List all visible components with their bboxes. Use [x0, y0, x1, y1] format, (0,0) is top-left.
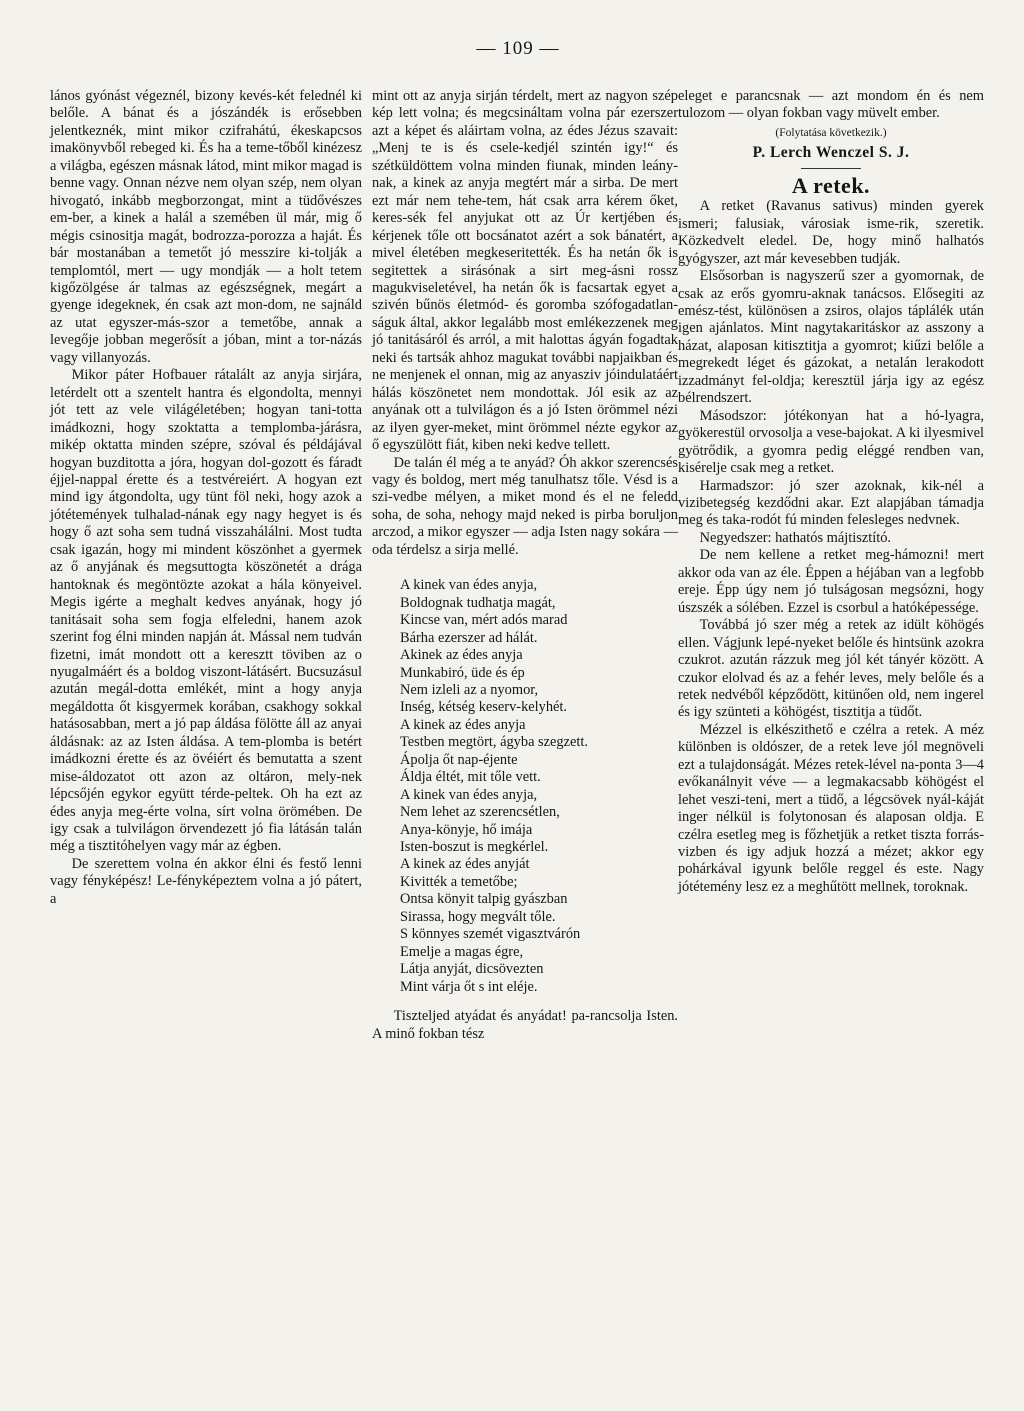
poem-line: Isten-boszut is megkérlel. [400, 839, 549, 856]
poem-line: Látja anyját, dicsövezten [400, 961, 544, 978]
paragraph: Negyedszer: hathatós májtisztító. [699, 529, 892, 546]
paragraph: mint ott az anyja sirján térdelt, mert az nagyon szép kép lett volna; és megcsináltam volna pár ezerszer azt a képet és aláirtam volna, az édes Jézus szavait: „Menj te is és csele-kedjél szintén igy!“ és szétküldöttem volna minden fiunak, minden leány-nak, a kinek az anyja megtért már a sirba. De mert ezt már nem tehe-tem, hát csak arra kérem őket, keres-sék fel anyjukat ott az Úr kertjében és kérjenek tőle ott bocsánatot azért a sok bánatért, a mivel életében megkeseritették. És ha netán ők is segitettek a sirásónak a sirt meg-ásni rossz magukviseletével, ha netán ők is facsartak egyet a szivén bűnös életmód- és goromba szófogadatlan-ságuk által, akkor legalább most emlékezzenek meg jó tanitásáról és arról, a mit halottas ágyán fogadtak neki és tartsák ahhoz magukat további napjaikban és ne menjenek el onnan, mig az anyasziv jóindulatáért hálás köszönetet nem mondottak. Jól esik az az anyának ott a tulvilágon és a jó Isten örömmel nézi az ilyen gyer-meket, mint örömmel nézte egykor az ő egyszülött fiát, kiben neki kedve tellett. [372, 88, 678, 454]
poem-line: A kinek az édes anyját [400, 856, 530, 873]
continued-note: (Folytatása következik.) [775, 126, 887, 139]
column-middle [372, 88, 678, 1043]
poem-line: Áldja éltét, mit tőle vett. [400, 769, 541, 786]
paragraph: Másodszor: jótékonyan hat a hó-lyagra, gyökerestül orvosolja a vese-bajokat. A ki ilyesmivel gyötrődik, a gyomra pedig eléggé rendben van, kisérelje csak meg a retket. [678, 407, 984, 477]
poem-line: Inség, kétség keserv-kelyhét. [400, 699, 568, 716]
paragraph: De szerettem volna én akkor élni és festő lenni vagy fényképész! Le-fényképeztem volna a jó pátert, a [50, 855, 362, 907]
poem-line: Bárha ezerszer ad hálát. [400, 629, 538, 646]
poem-line: Kivitték a temetőbe; [400, 873, 518, 890]
divider [801, 168, 861, 169]
paragraph: Elsősorban is nagyszerű szer a gyomornak, de csak az erős gyomru-aknak tanácsos. Elősegiti az emész-tést, különösen a zsiros, olajos táplálék után igen ajánlatos. Mint nagytakaritáskor az asszony a házat, alaposan kitisztitja a gyomrot; kiűzi belőle a megrekedt léget és gázokat, a netalán lerakodott izzadmányt fel-oldja; keresztül járja igy az egész bélrendszert. [678, 268, 984, 407]
article-heading: A retek. [791, 172, 871, 198]
poem-line: Testben megtört, ágyba szegzett. [400, 734, 588, 751]
paragraph: Tiszteljed atyádat és anyádat! pa-rancsolja Isten. A minő fokban tész [372, 1008, 678, 1042]
poem-line: Emelje a magas égre, [400, 943, 524, 960]
paragraph: Mézzel is elkészithető e czélra a retek. A méz különben is oldószer, de a retek leve jól megnöveli ezt a tulajdonságát. Mézes retek-lével na-ponta 3—4 evőkanálnyit véve — a legmakacsabb köhögést el lehet veszi-teni, mert a tüdő, a légcsövek nyál-káját inger nélkül is folytonosan és alaposan oldja. E czélra esetleg meg is főzhetjük a retket tiszta forrás-vizben és igy adjuk hozzá a mézet; akkor egy pohárkával igyunk belőle reggel és este. Nagy jótétemény lesz ez a meghűtött mellnek, toroknak. [678, 721, 984, 895]
poem-line: Nem lehet az szerencsétlen, [400, 804, 560, 821]
poem-line: A kinek van édes anyja, [400, 577, 538, 594]
poem-line: Mint várja őt s int eléje. [400, 978, 538, 995]
poem-line: A kinek az édes anyja [400, 716, 526, 733]
column-left [50, 88, 362, 908]
poem-line: Sirassa, hogy megvált tőle. [400, 908, 556, 925]
paragraph: Mikor páter Hofbauer rátalált az anyja sirjára, letérdelt ott a szentelt hantra és elgondolta, mennyi jót tett az vele világéletében; hogyan tani-totta imádkozni, hogy szoktatta a templomba-járásra, mikép oktatta minden szépre, szóval és példájával hogyan buzditotta a jóra, hogyan dol-gozott és fáradt éjjel-nappal érette és a testvéreiért. A hogyan ezt mind igy átgondolta, ugy tünt föl neki, hogy azok a jótétemények tulhalad-nának egy nagy hegyet is és hogy ő azt soha sem tudná visszahálálni. Most tudta csak igazán, hogy mi mindent köszönhet a gyermek az ő anyjának és megsuttogta köszönetét a drága hantoknak és megöntözte azokat a hála könyeivel. Megis igérte a meghalt kedves anyának, hogy jó tanitásait soha sem fogja elfeledni, hanem azok szerint fog élni minden napján át. Mással nem tudván fizetni, imát mondott ott a keresztt töviben az o nyugalmáért és a boldog viszont-látásért. Bucsuzásul azután megál-dotta emlékét, mint a hogy anyja megáldotta őt kisgyermek korában, csakhogy sokkal hatásosabban, mert a jó pap áldása fölötte áll az anyai áldásnak: az az Isten áldása. A tem-plomba is betért imádkozni érette és az övéiért és bemutatta a szent mise-áldozatot ott azon az oltáron, mely-nek lépcsőjén egykor együtt térde-peltek. Oh ha ezt az édes anyja meg-érte volna, sírt volna örömében. De igy csak a tulvilágon örvendezett jó fia látásán talán még a tisztitóhelyen vagy már az égben. [50, 367, 362, 855]
poem-line: Nem izleli az a nyomor, [400, 681, 539, 698]
column-right [678, 88, 984, 896]
poem-line: Akinek az édes anyja [400, 647, 523, 664]
poem-line: Ontsa könyit talpig gyászban [400, 891, 568, 908]
page-number: — 109 — [476, 38, 560, 59]
paragraph: De nem kellene a retket meg-hámozni! mert akkor oda van az éle. Éppen a héjában van a legfobb ereje. Épp úgy nem jó tulságosan megsózni, hogy úszszék a sólében. Ezzel is csorbul a hatóképessége. [678, 547, 984, 616]
poem-line: Ápolja őt nap-éjente [400, 751, 518, 768]
paragraph: De talán él még a te anyád? Óh akkor szerencsés vagy és boldog, mert még tanulhatsz tőle. Vésd is a szi-vedbe mélyen, a miket mond és el ne feledd soha, de soha, nehogy majd neked is pirba boruljon arczod, a mikor egyszer — adja Isten nagy sokára — oda térdelsz a sirja mellé. [372, 454, 678, 558]
poem-line: A kinek van édes anyja, [400, 786, 538, 803]
paragraph: lános gyónást végeznél, bizony kevés-két felednél ki belőle. A bánat és a jószándék is erősebben jelentkeznék, mint mikor czifrahátú, ékeskapcsos imakönyvből rebeged ki. És ha a teme-tőből kinézesz a világba, egészen másnak látod, mint mikor magad is benne vagy. Onnan nézve nem olyan szép, nem olyan hivogató, inkább megborzongat, mint a tüdővészes em-ber, a kinek a halál a szemében ül már, mig ő mégis csinositja magát, bodrozza-porozza a haját. És bár mostanában a temetőt jó messzire ki-tolják a templomtól, mert — ugy mondják — a holt tetem kigőzölgése ár talmas az egészségnek, megárt a gyenge idegeknek, én csak azt mon-dom, ne sajnáld az utat egyszer-más-szor a temetőbe, annak a levegője jobban megerősít a jóban, mint a tor-názás vagy villanyozás. [50, 88, 362, 366]
poem-line: Kincse van, mért adós marad [400, 612, 568, 629]
poem-line: S könnyes szemét vigasztvárón [400, 926, 581, 943]
paragraph: eleget e parancsnak — azt mondom én és nem tulozom — olyan fokban vagy müvelt ember. [678, 88, 984, 122]
poem-line: Boldognak tudhatja magát, [400, 594, 556, 611]
poem [372, 577, 678, 996]
paragraph: A retket (Ravanus sativus) minden gyerek ismeri; falusiak, városiak isme-rik, szeretik. Közkedvelt eledel. De, hogy minő halhatós gyógyszer, azt már kevesebben tudják. [678, 198, 984, 267]
poem-line: Anya-könyje, hő imája [400, 821, 533, 838]
author-signature: P. Lerch Wenczel S. J. [752, 144, 910, 162]
paragraph: Továbbá jó szer még a retek az idült köhögés ellen. Vágjunk lepé-nyeket belőle és hintsünk azokra czukrot. azután rázzuk meg jól két tányér között. A czukor elolvad és az a fehér leves, mely belőle és a retek nedvéből képződött, kitünően old, nem ingerel és igy szünteti a köhögést, tisztitja a tüdőt. [678, 617, 984, 721]
poem-line: Munkabiró, üde és ép [400, 664, 525, 681]
paragraph: Harmadszor: jó szer azoknak, kik-nél a vizibetegség kezdődni akar. Ezt alapjában támadja meg és taka-rodót fú minden felesleges nedvnek. [678, 477, 984, 529]
